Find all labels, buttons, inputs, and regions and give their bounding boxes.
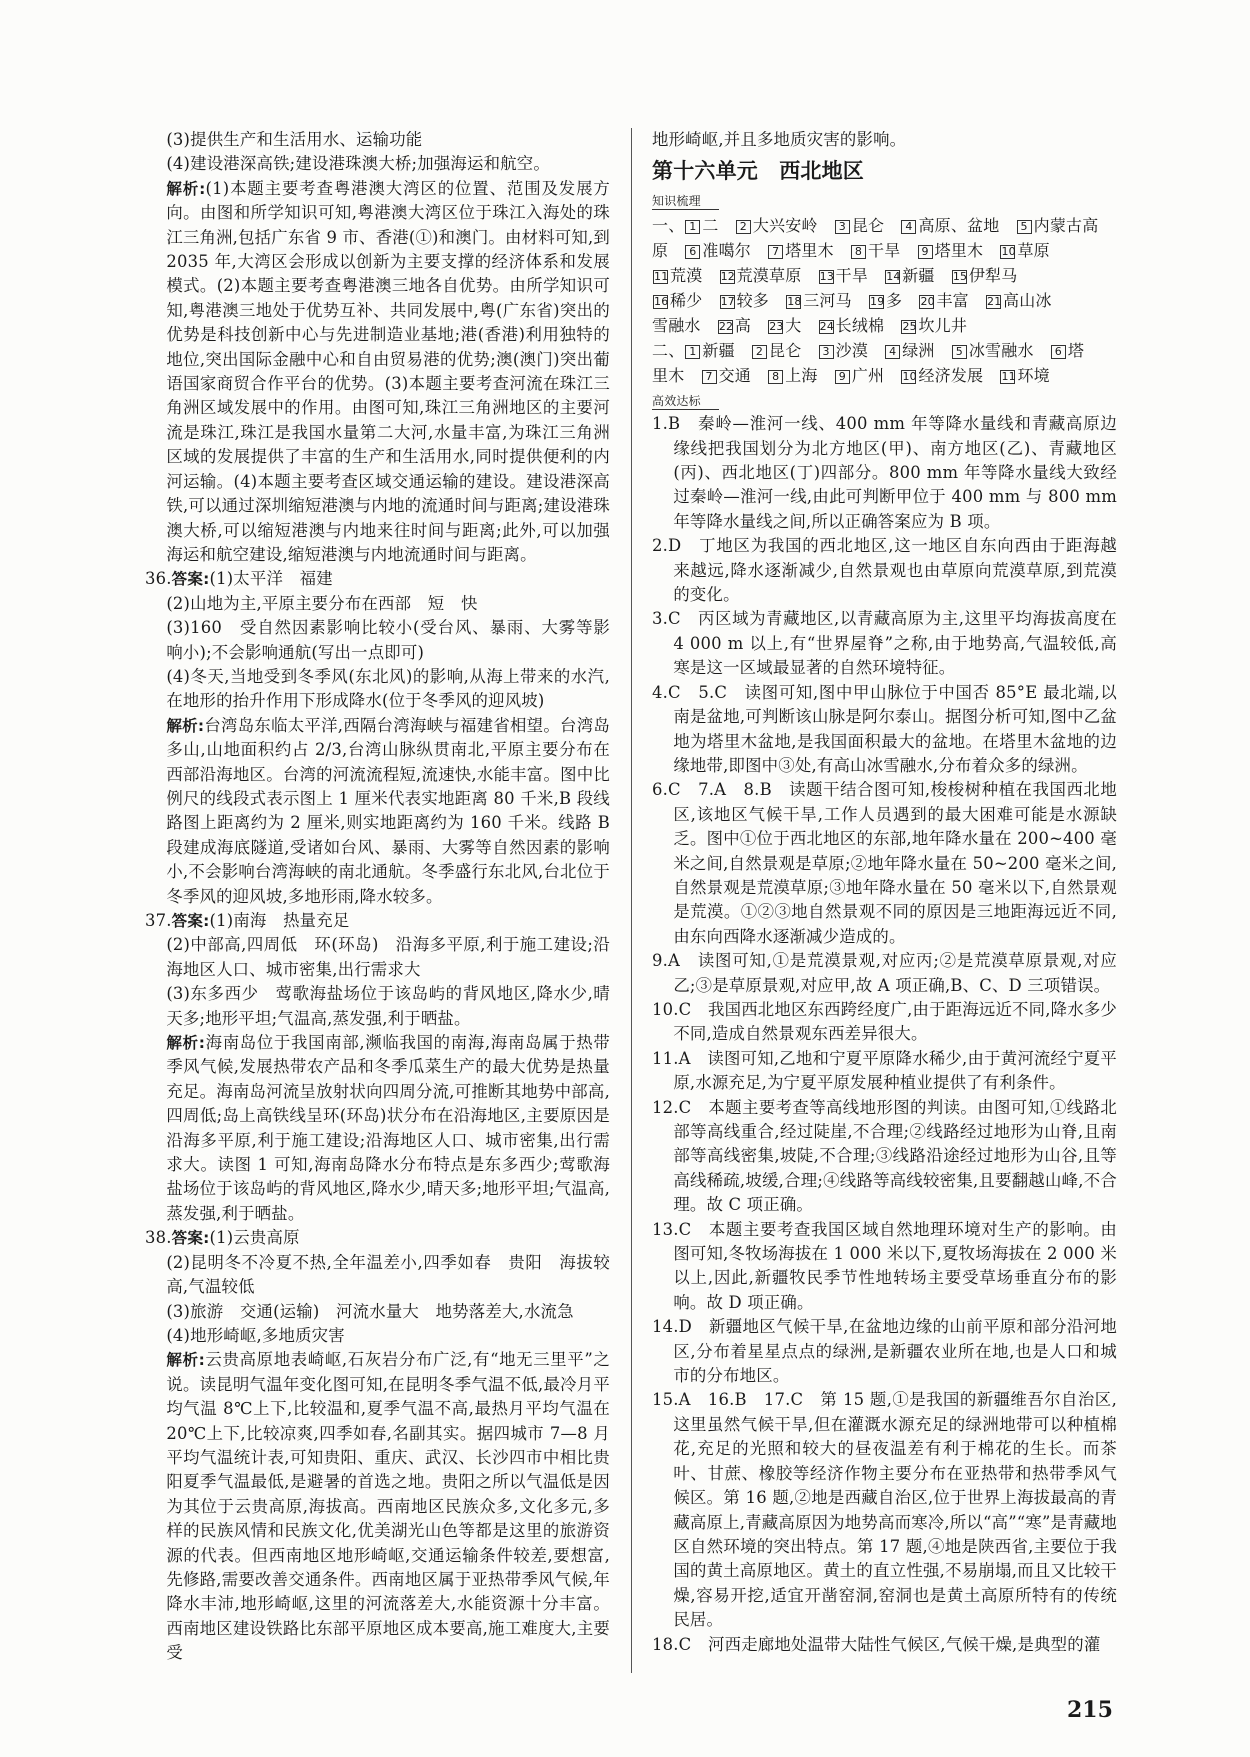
answer-text: (2)昆明冬不冷夏不热,全年温差小,四季如春 贵阳 海拔较高,气温较低 (166, 1252, 610, 1297)
blank-answer: 塔里木 (934, 240, 1000, 260)
answer-explanation: 5.C 读图可知,图中甲山脉位于中国否 85°E 最北端,以南是盆地,可判断该山脉是阿尔泰山。据图分析可知,图中乙盆地为塔里木盆地,是我国面积最大的盆地。在塔里木盆地的边缘地带,即图中③处,有高山冰雪融水,分布着众多的绿洲。 (673, 682, 1117, 775)
blank-number-box: 11 (1001, 369, 1016, 383)
answer-text: (2)中部高,四周低 环(环岛) 沿海多平原,利于施工建设;沿海地区人口、城市密集,出行需求大 (166, 935, 610, 979)
blank-answer: 干旱 (835, 265, 885, 285)
blank-answer: 较多 (736, 290, 786, 310)
answer-text: (3)160 受自然因素影响比较小(受台风、暴雨、大雾等影响小);不会影响通航(写出一点即可) (166, 618, 610, 662)
answer-text: (4)建设港深高铁;建设港珠澳大桥;加强海运和航空。 (166, 154, 550, 174)
answer-explanation: 16.B 17.C 第 15 题,①是我国的新疆维吾尔自治区,这里虽然气候干旱,但在灌溉水源充足的绿洲地带可以种植棉花,充足的光照和较大的昼夜温差有利于棉花的生长。而茶叶、甘蔗、橡胶等经济作物主要分布在亚热带和热带季风气候区。第 16 题,②地是西藏自治区,位于世界上海拔最高的青藏高原上,青藏高原因为地势高而寒冷,所以“高”“寒”是青藏地区自然环境的突出特点。第 17 题,④地是陕西省,主要位于我国的黄土高原地区。黄土的直立性强,不易崩塌,而且又比较干燥,容易开挖,适宜开凿窑洞,窑洞也是黄土高原所特有的传统民居。 (673, 1390, 1117, 1630)
blank-number-box: 11 (654, 269, 669, 283)
answer-explanation: 7.A 8.B 读题干结合图可知,梭梭树种植在我国西北地区,该地区气候干旱,工作人员遇到的最大困难可能是水源缺乏。图中①位于西北地区的东部,地年降水量在 200~400 毫米之间,自然景观是草原;②地年降水量在 50~200 毫米之间,自然景观是荒漠草原;③地年降水量在 50 毫米以下,自然景观是荒漠。①②③地自然景观不同的原因是三地距海远近不同,由东向西降水逐渐减少造成的。 (673, 780, 1117, 946)
answer-explanation: 读图可知,乙地和宁夏平原降水稀少,由于黄河流经宁夏平原,水源充足,为宁夏平原发展种植业提供了有利条件。 (673, 1048, 1117, 1093)
answer-paragraph (145, 152, 610, 176)
blank-answer: 一、 (652, 215, 685, 235)
answer-paragraph (145, 128, 610, 152)
answer-key: 15.A (652, 1390, 691, 1410)
blank-answer: 大兴安岭 (752, 215, 834, 235)
answer-key: 1.B (652, 414, 681, 434)
answer-item (652, 1388, 1117, 1632)
answer-item (652, 607, 1117, 680)
blank-answer: 坎儿井 (918, 315, 968, 335)
answer-item (652, 681, 1117, 779)
blank-answer: 塔里木 (785, 240, 851, 260)
knowledge-line (652, 213, 1117, 238)
blank-number-box: 21 (987, 294, 1002, 308)
unit-title: 第十六单元 西北地区 (652, 159, 864, 184)
blank-number-box: 10 (902, 369, 917, 383)
knowledge-line (652, 263, 1117, 288)
blank-answer: 雪融水 (652, 315, 717, 335)
blank-number-box: 3 (835, 220, 850, 234)
answer-key: 6.C (652, 780, 681, 800)
knowledge-line (652, 338, 1117, 363)
answer-key: 18.C (652, 1634, 692, 1654)
blank-number-box: 23 (769, 319, 784, 333)
continued-text: 地形崎岖,并且多地质灾害的影响。 (652, 130, 907, 149)
answer-label: 答案: (171, 570, 210, 589)
blank-answer: 交通 (718, 365, 768, 385)
left-column (145, 128, 610, 1666)
answer-explanation: 读图可知,①是荒漠景观,对应丙;②是荒漠草原景观,对应乙;③是草原景观,对应甲,故 A 项正确,B、C、D 三项错误。 (673, 951, 1117, 995)
answer-item (652, 778, 1117, 949)
answer-key: 11.A (652, 1048, 691, 1068)
answer-paragraph (145, 933, 610, 982)
blank-number-box: 20 (920, 294, 935, 308)
blank-answer: 高 (734, 315, 768, 335)
answer-explanation: 新疆地区气候干旱,在盆地边缘的山前平原和部分沿河地区,分布着星星点点的绿洲,是新疆农业所在地,也是人口和城市的分布地区。 (673, 1317, 1117, 1386)
answer-text: (3)提供生产和生活用水、运输功能 (166, 130, 423, 149)
blank-number-box: 2 (752, 345, 767, 359)
blank-answer: 塔 (1067, 340, 1085, 360)
blank-number-box: 1 (685, 220, 700, 234)
blank-number-box: 3 (819, 345, 834, 359)
knowledge-line (652, 238, 1117, 263)
answer-paragraph (145, 1251, 610, 1300)
answer-paragraph (145, 714, 610, 909)
blank-number-box: 5 (952, 345, 967, 359)
blank-answer: 原 (652, 240, 685, 260)
answer-text: (3)东多西少 莺歌海盐场位于该岛屿的背风地区,降水少,晴天多;地形平坦;气温高,蒸发强,利于晒盐。 (166, 984, 610, 1028)
blank-answer: 三河马 (803, 290, 869, 310)
answer-paragraph (145, 592, 610, 616)
answer-key: 12.C (652, 1097, 692, 1117)
blank-answer: 荒漠草原 (736, 265, 818, 285)
answer-label: 解析: (166, 179, 206, 198)
answer-paragraph (145, 1300, 610, 1324)
answer-label: 答案: (171, 912, 210, 930)
blank-answer: 高山冰 (1003, 290, 1052, 310)
blank-answer: 广州 (851, 365, 901, 385)
blank-answer: 新疆 (902, 265, 951, 285)
answer-key: 14.D (652, 1317, 693, 1337)
blank-answer: 环境 (1017, 365, 1050, 385)
answer-label: 答案: (171, 1229, 210, 1248)
answer-text: (1)南海 热量充足 (209, 911, 350, 930)
question-number: 37. (145, 911, 172, 930)
blank-number-box: 8 (768, 370, 783, 384)
section-tag-practice: 高效达标 (652, 394, 719, 410)
blank-answer: 多 (886, 290, 919, 310)
answer-item (652, 1047, 1117, 1096)
blank-number-box: 1 (685, 345, 700, 359)
blank-number-box: 6 (685, 245, 700, 259)
answer-explanation: 我国西北地区东西跨经度广,由于距海远近不同,降水多少不同,造成自然景观东西差异很大。 (673, 999, 1118, 1044)
answer-explanation: 本题主要考查等高线地形图的判读。由图可知,①线路北部等高线重合,经过陡崖,不合理;②线路经过地形为山脊,且南部等高线密集,坡陡,不合理;③线路沿途经过地形为山谷,且等高线稀疏,坡缓,合理;④线路等高线较密集,且要翻越山峰,不合理。故 C 项正确。 (673, 1097, 1117, 1215)
blank-answer: 准噶尔 (702, 240, 768, 260)
blank-number-box: 24 (819, 319, 835, 333)
answer-explanation: 河西走廊地处温带大陆性气候区,气候干燥,是典型的灌 (691, 1634, 1101, 1654)
blank-number-box: 6 (1051, 345, 1066, 359)
answer-paragraph (145, 1348, 610, 1665)
blank-number-box: 12 (720, 269, 736, 283)
blank-number-box: 22 (718, 319, 734, 333)
answer-item (652, 949, 1117, 998)
answer-paragraph (145, 616, 610, 665)
blank-number-box: 4 (901, 220, 916, 234)
answer-item (652, 1096, 1117, 1218)
blank-number-box: 15 (952, 269, 968, 283)
blank-answer: 大 (785, 315, 818, 335)
blank-answer: 冰雪融水 (968, 340, 1050, 360)
blank-answer: 里木 (652, 365, 701, 385)
answer-label: 解析: (166, 1351, 206, 1370)
answer-item (652, 998, 1117, 1047)
answer-paragraph (145, 567, 610, 591)
blank-number-box: 4 (885, 345, 900, 359)
answer-paragraph (145, 982, 610, 1031)
answer-explanation: 丙区域为青藏地区,以青藏高原为主,这里平均海拔高度在 4 000 m 以上,有“世界屋脊”之称,由于地势高,气温较低,高寒是这一区域最显著的自然环境特征。 (673, 609, 1117, 678)
blank-number-box: 25 (902, 319, 917, 333)
blank-number-box: 13 (819, 269, 835, 283)
answer-text: (1)本题主要考查粤港澳大湾区的位置、范围及发展方向。由图和所学知识可知,粤港澳大湾区位于珠江入海处的珠江三角洲,包括广东省 9 市、香港(①)和澳门。由材料可知,到 2035 年,大湾区会形成以创新为主要支撑的经济体系和发展模式。(2)本题主要考查粤港澳三地各自优势。由所学知识可知,粤港澳三地处于优势互补、共同发展中,粤(广东省)突出的优势是科技创新中心与先进制造业基地;港(香港)利用独特的地位,突出国际金融中心和自由贸易港的优势;澳(澳门)突出葡语国家商贸合作平台的优势。(3)本题主要考查河流在珠江三角洲区域发展中的作用。由图可知,珠江三角洲地区的主要河流是珠江,珠江是我国水量第二大河,水量丰富,为珠江三角洲区域的发展提供了丰富的生产和生活用水,同时提供便利的内河运输。(4)本题主要考查区域交通运输的建设。建设港深高铁,可以通过深圳缩短港澳与内地的流通时间与距离;建设港珠澳大桥,可以缩短港澳与内地来往时间与距离;此外,可以加强海运和航空建设,缩短港澳与内地流通时间与距离。 (166, 178, 610, 564)
answer-text: (4)地形崎岖,多地质灾害 (166, 1325, 345, 1345)
blank-answer: 昆仑 (851, 215, 901, 235)
blank-answer: 荒漠 (670, 265, 719, 285)
answer-paragraph (145, 1031, 610, 1226)
blank-answer: 草原 (1017, 240, 1050, 260)
blank-answer: 绿洲 (902, 340, 951, 360)
answer-list (652, 412, 1117, 1657)
column-divider (631, 128, 632, 1673)
answer-key: 2.D (652, 536, 682, 556)
answer-text: 海南岛位于我国南部,濒临我国的南海,海南岛属于热带季风气候,发展热带农产品和冬季瓜菜生产的最大优势是热量充足。海南岛河流呈放射状向四周分流,可推断其地势中部高,四周低;岛上高铁线呈环(环岛)状分布在沿海地区,主要原因是沿海多平原,利于施工建设;沿海地区人口、城市密集,出行需求大。读图 1 可知,海南岛降水分布特点是东多西少;莺歌海盐场位于该岛屿的背风地区,降水少,晴天多;地形平坦;气温高,蒸发强,利于晒盐。 (166, 1033, 610, 1223)
answer-text: (3)旅游 交通(运输) 河流水量大 地势落差大,水流急 (166, 1301, 574, 1321)
blank-answer: 稀少 (670, 290, 719, 310)
answer-explanation: 秦岭—淮河一线、400 mm 年等降水量线和青藏高原边缘线把我国划分为北方地区(甲)、南方地区(乙)、青藏地区(丙)、西北地区(丁)四部分。800 mm 年等降水量线大致经过秦岭—淮河一线,由此可判断甲位于 400 mm 与 800 mm 年等降水量线之间,所以正确答案应为 B 项。 (673, 414, 1117, 531)
answer-item (652, 412, 1117, 534)
knowledge-line (652, 363, 1117, 388)
answer-text: (4)冬天,当地受到冬季风(东北风)的影响,从海上带来的水汽,在地形的抬升作用下形成降水(位于冬季风的迎风坡) (166, 666, 610, 711)
answer-text: (1)太平洋 福建 (209, 569, 333, 589)
answer-key: 10.C (652, 999, 692, 1019)
answer-text: 云贵高原地表崎岖,石灰岩分布广泛,有“地无三里平”之说。读昆明气温年变化图可知,在昆明冬季气温不低,最冷月平均气温 8℃上下,比较温和,夏季气温不高,最热月平均气温在 20℃上下,比较凉爽,四季如春,名副其实。据四城市 7—8 月平均气温统计表,可知贵阳、重庆、武汉、长沙四市中相比贵阳夏季气温最低,是避暑的首选之地。贵阳之所以气温低是因为其位于云贵高原,海拔高。西南地区民族众多,文化多元,多样的民族风情和民族文化,优美湖光山色等都是这里的旅游资源的代表。但西南地区地形崎岖,交通运输条件较差,要想富,先修路,需要改善交通条件。西南地区属于亚热带季风气候,年降水丰沛,地形崎岖,这里的河流落差大,水能资源十分丰富。西南地区建设铁路比东部平原地区成本要高,施工难度大,主要受 (166, 1350, 610, 1663)
answer-key: 13.C (652, 1219, 692, 1239)
answer-paragraph (145, 1324, 610, 1348)
blank-number-box: 18 (787, 294, 802, 308)
answer-key: 3.C (652, 609, 681, 629)
answer-item (652, 534, 1117, 607)
knowledge-line (652, 313, 1117, 338)
answer-text: (2)山地为主,平原主要分布在西部 短 快 (166, 593, 478, 613)
blank-number-box: 9 (918, 245, 933, 259)
blank-number-box: 16 (654, 294, 669, 308)
answer-paragraph (145, 177, 610, 568)
answer-explanation: 丁地区为我国的西北地区,这一地区自东向西由于距海越来越远,降水逐渐减少,自然景观也由草原向荒漠草原,到荒漠的变化。 (673, 536, 1117, 605)
answer-text: 台湾岛东临太平洋,西隔台湾海峡与福建省相望。台湾岛多山,山地面积约占 2/3,台湾山脉纵贯南北,平原主要分布在西部沿海地区。台湾的河流流程短,流速快,水能丰富。图中比例尺的线段式表示图上 1 厘米代表实地距离 80 千米,B 段线路图上距离约为 2 厘米,则实地距离约为 160 千米。线路 B 段建成海底隧道,受诸如台风、暴雨、大雾等自然因素的影响小,不会影响台湾海峡的南北通航。冬季盛行东北风,台北位于冬季风的迎风坡,多地形雨,降水较多。 (166, 715, 610, 906)
blank-number-box: 7 (768, 245, 783, 259)
knowledge-line (652, 288, 1117, 313)
blank-answer: 长绒棉 (835, 315, 901, 335)
answer-item (652, 1218, 1117, 1316)
blank-answer: 内蒙古高 (1033, 215, 1099, 235)
section-tag-knowledge: 知识梳理 (652, 194, 719, 210)
answer-key: 9.A (652, 951, 681, 971)
answer-key: 4.C (652, 682, 681, 702)
blank-answer: 伊犁马 (968, 265, 1018, 285)
blank-number-box: 9 (835, 370, 850, 384)
question-number: 38. (145, 1228, 172, 1248)
blank-number-box: 7 (702, 370, 717, 384)
answer-paragraph (145, 1226, 610, 1250)
page-number: 215 (1067, 1697, 1113, 1723)
blank-number-box: 14 (886, 269, 901, 283)
blank-number-box: 2 (736, 220, 751, 234)
blank-number-box: 5 (1017, 220, 1032, 234)
blank-answer: 上海 (785, 365, 834, 385)
blank-answer: 沙漠 (835, 340, 885, 360)
blank-number-box: 10 (1001, 244, 1016, 258)
question-number: 36. (145, 569, 172, 589)
knowledge-grid (652, 213, 1117, 388)
blank-answer: 新疆 (702, 340, 752, 360)
answer-explanation: 本题主要考查我国区域自然地理环境对生产的影响。由图可知,冬牧场海拔在 1 000 米以下,夏牧场海拔在 2 000 米以上,因此,新疆牧民季节性地转场主要受草场垂直分布的影响。故 D 项正确。 (673, 1219, 1117, 1312)
answer-paragraph (145, 909, 610, 933)
blank-answer: 二、 (652, 340, 685, 360)
blank-answer: 干旱 (868, 240, 917, 260)
blank-answer: 丰富 (936, 290, 986, 310)
blank-answer: 二 (702, 215, 735, 235)
answer-item (652, 1315, 1117, 1388)
answer-item (652, 1633, 1117, 1657)
answer-text: (1)云贵高原 (209, 1228, 300, 1248)
answer-label: 解析: (166, 1034, 206, 1053)
blank-answer: 昆仑 (769, 340, 818, 360)
right-column (652, 128, 1117, 1657)
blank-answer: 经济发展 (918, 365, 1000, 385)
answer-paragraph (145, 665, 610, 714)
blank-number-box: 17 (720, 294, 736, 308)
blank-answer: 高原、盆地 (918, 215, 1016, 235)
blank-number-box: 19 (870, 294, 885, 308)
answer-label: 解析: (166, 716, 205, 735)
blank-number-box: 8 (851, 245, 866, 259)
